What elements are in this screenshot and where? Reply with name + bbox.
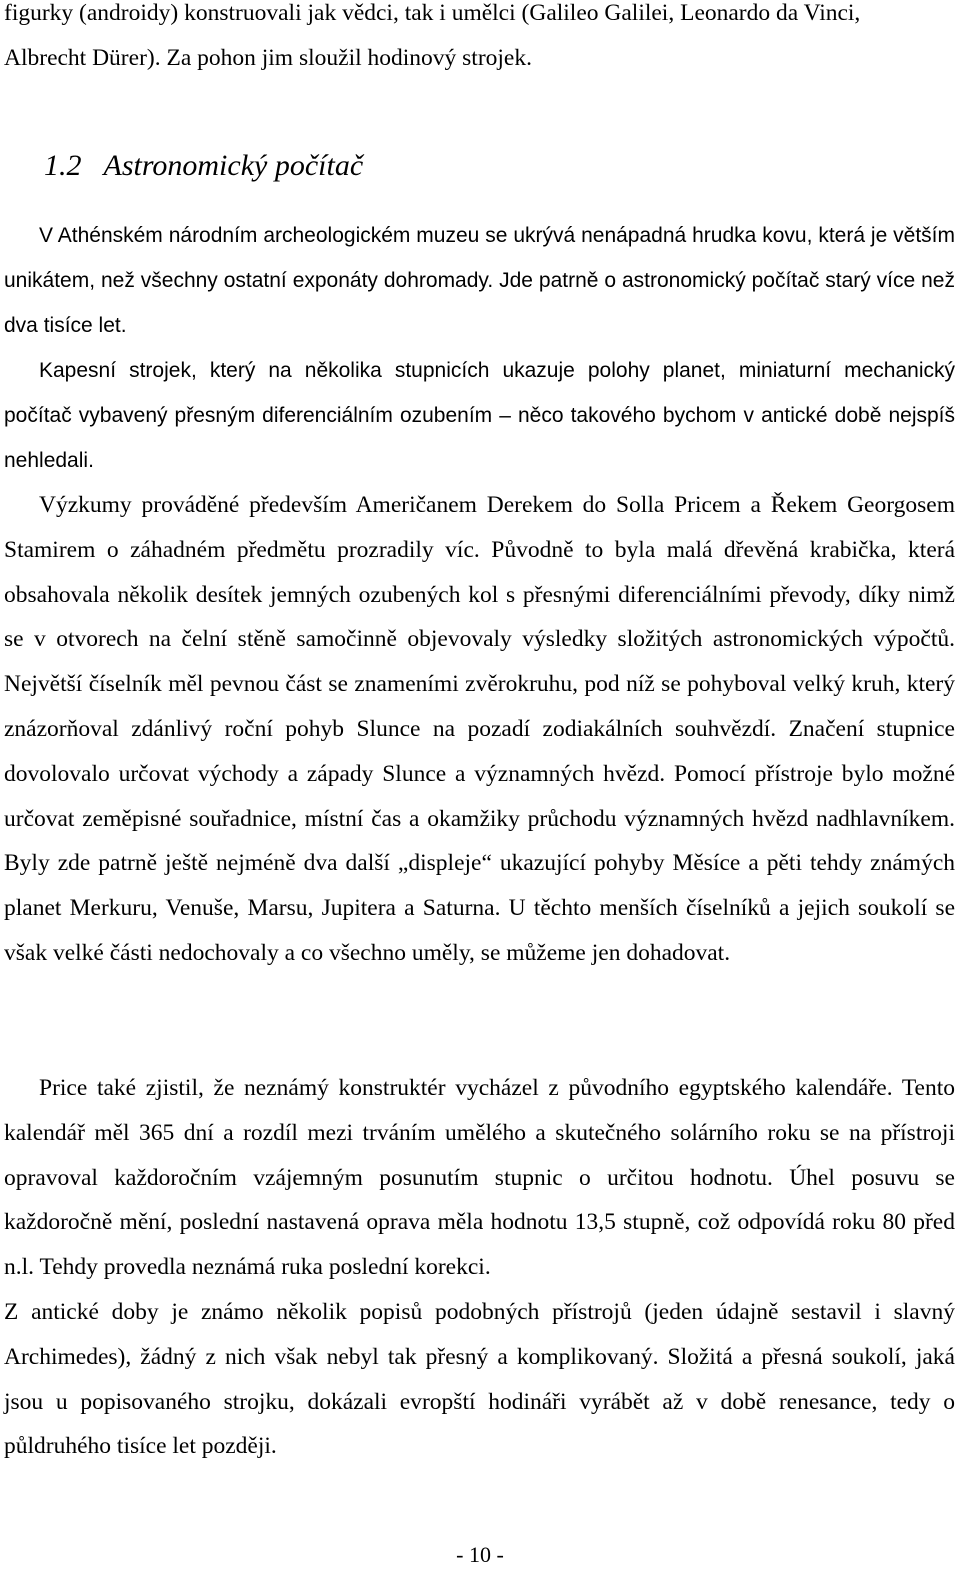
paragraph-1 — [4, 214, 955, 348]
intro-line-1: figurky (androidy) konstruovali jak vědci, tak i umělci (Galileo Galilei, Leonardo da Vinci, — [4, 0, 861, 26]
paragraph-4-text: Price také zjistil, že neznámý konstruktér vycházel z původního egyptského kalendáře. Tento kalendář měl 365 dní a rozdíl mezi trváním umělého a skutečného solárního roku se na přístroji opravoval každoročním vzájemným posunutím stupnic o určitou hodnotu. Úhel posuvu se každoročně mění, poslední nastavená oprava měla hodnotu 13,5 stupně, což odpovídá roku 80 před n.l. Tehdy provedla neznámá ruka poslední korekci. — [4, 1075, 955, 1281]
paragraph-5-text: Z antické doby je známo několik popisů podobných přístrojů (jeden údajně sestavil i slavný Archimedes), žádný z nich však nebyl tak přesný a komplikovaný. Složitá a přesná soukolí, jaká jsou u popisovaného strojku, dokázali evropští hodináři vyrábět až v době renesance, tedy o půldruhého tisíce let později. — [4, 1299, 955, 1460]
paragraph-3b-text: Původně to byla malá dřevěná krabička, která obsahovala několik desítek jemných ozubených kol s přesnými diferenciálními převody, díky nimž se v otvorech na čelní stěně samočinně objevovaly výsledky složitých astronomických výpočtů. Největší číselník měl pevnou část se znameními zvěrokruhu, pod níž se pohyboval velký kruh, který znázorňoval zdánlivý roční pohyb Slunce na pozadí zodiakálních souhvězdí. Značení stupnice dovolovalo určovat východy a západy Slunce a významných hvězd. Pomocí přístroje bylo možné určovat zeměpisné souřadnice, místní čas a okamžiky průchodu významných hvězd nadhlavníkem. Byly zde patrně ještě nejméně dva další „displeje“ ukazující pohyby Měsíce a pěti tehdy známých planet Merkuru, Venuše, Marsu, Jupitera a Saturna. U těchto menších číselníků a jejich soukolí se však velké části nedochovaly a co všechno uměly, se můžeme jen dohadovat. — [4, 536, 956, 966]
intro-line-2: Albrecht Dürer). Za pohon jim sloužil hodinový strojek. — [4, 44, 532, 71]
paragraph-3 — [4, 483, 955, 976]
paragraph-4 — [4, 1066, 955, 1290]
paragraph-1-text: V Athénském národním archeologickém muzeu se ukrývá nenápadná hrudka kovu, která je větším unikátem, než všechny ostatní exponáty dohromady. Jde patrně o astronomický počítač starý více než dva tisíce let. — [4, 224, 955, 337]
intro-paragraph — [4, 0, 955, 81]
paragraph-2 — [4, 349, 955, 483]
page-number: - 10 - — [456, 1542, 504, 1567]
paragraph-2-text: Kapesní strojek, který na několika stupnicích ukazuje polohy planet, miniaturní mechanický počítač vybavený přesným diferenciálním ozubením – něco takového bychom v antické době nejspíš nehledali. — [4, 359, 955, 472]
section-title: Astronomický počítač — [103, 149, 364, 182]
paragraph-3a-text: Výzkumy prováděné především Američanem Derekem do Solla Pricem a Řekem Georgosem Stamirem o záhadném předmětu prozradily víc. — [4, 492, 955, 563]
section-number: 1.2 — [44, 149, 82, 182]
section-heading — [44, 146, 363, 186]
paragraph-5 — [4, 1290, 955, 1469]
